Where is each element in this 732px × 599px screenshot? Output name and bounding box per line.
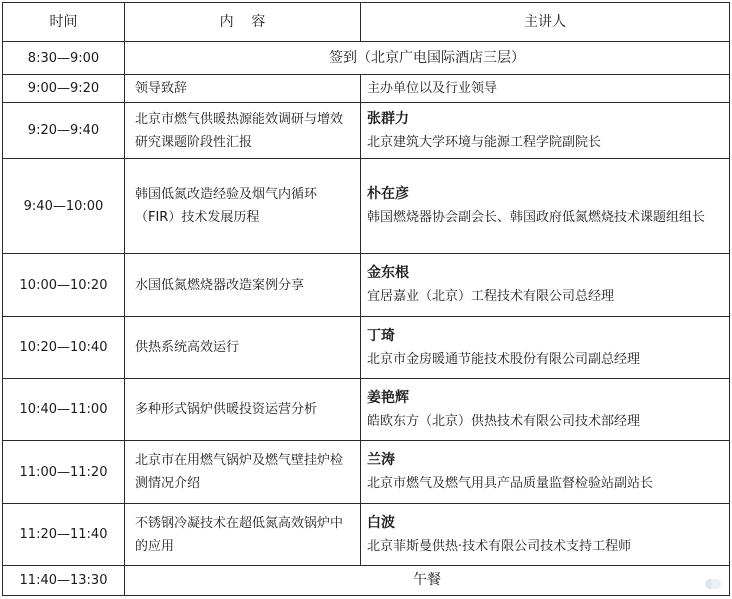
table-row [3,103,730,159]
speaker-cell [361,379,730,441]
header-content: 内 容 [125,3,361,42]
header-speaker: 主讲人 [361,3,730,42]
header-time: 时间 [3,3,125,42]
speaker-title: 皓欧东方（北京）供热技术有限公司技术部经理 [367,413,641,429]
speaker-name: 张群力 [367,110,409,127]
speaker-name: 姜艳辉 [367,389,409,406]
speaker-cell [361,254,730,317]
content-cell: 不锈钢冷凝技术在超低氮高效锅炉中的应用 [125,504,361,566]
table-row [3,504,730,566]
speaker-cell [361,75,730,103]
speaker-title: 韩国燃烧器协会副会长、韩国政府低氮燃烧技术课题组组长 [367,210,706,225]
time-cell: 9:40—10:00 [3,159,125,254]
speaker-title: 北京市燃气及燃气用具产品质量监督检验站副站长 [367,476,654,491]
table-row [3,42,730,75]
table-row [3,159,730,254]
table-row [3,566,730,596]
table-row [3,441,730,504]
time-cell: 8:30—9:00 [3,42,125,75]
time-cell: 11:40—13:30 [3,566,125,596]
time-cell: 10:00—10:20 [3,254,125,317]
speaker-name: 丁琦 [367,327,395,344]
speaker-cell [361,159,730,254]
speaker-cell [361,103,730,159]
time-cell: 9:20—9:40 [3,103,125,159]
speaker-cell [361,504,730,566]
table-row [3,379,730,441]
content-cell: 北京市燃气供暖热源能效调研与增效研究课题阶段性汇报 [125,103,361,159]
time-cell: 10:20—10:40 [3,317,125,379]
content-cell: 多种形式锅炉供暖投资运营分析 [125,379,361,441]
speaker-name: 白波 [367,514,395,531]
time-cell: 10:40—11:00 [3,379,125,441]
speaker-cell [361,441,730,504]
speaker-name: 朴在彦 [367,186,409,202]
schedule-table [2,2,730,596]
table-row [3,254,730,317]
table-row [3,317,730,379]
content-cell: 供热系统高效运行 [125,317,361,379]
speaker-name: 金东根 [367,265,409,281]
speaker-title: 北京建筑大学环境与能源工程学院副院长 [367,134,602,150]
content-cell: 北京市在用燃气锅炉及燃气壁挂炉检测情况介绍 [125,441,361,504]
checkin-cell: 签到（北京广电国际酒店三层） [125,42,730,75]
content-cell: 水国低氮燃烧器改造案例分享 [125,254,361,317]
time-cell: 11:00—11:20 [3,441,125,504]
header-row [3,3,730,42]
time-cell: 9:00—9:20 [3,75,125,103]
table-row [3,75,730,103]
speaker-title: 北京市金房暖通节能技术股份有限公司副总经理 [367,351,641,367]
speaker-title: 宜居嘉业（北京）工程技术有限公司总经理 [367,289,615,304]
speaker-cell [361,317,730,379]
time-cell: 11:20—11:40 [3,504,125,566]
content-cell: 韩国低氮改造经验及烟气内循环（FIR）技术发展历程 [125,159,361,254]
content-cell: 领导致辞 [125,75,361,103]
speaker-name: 兰涛 [367,452,395,468]
watermark-icon [704,577,722,591]
speaker-title: 北京菲斯曼供热·技术有限公司技术支持工程师 [367,538,632,554]
speaker-title: 主办单位以及行业领导 [367,81,498,96]
lunch-cell: 午餐 [125,566,730,596]
